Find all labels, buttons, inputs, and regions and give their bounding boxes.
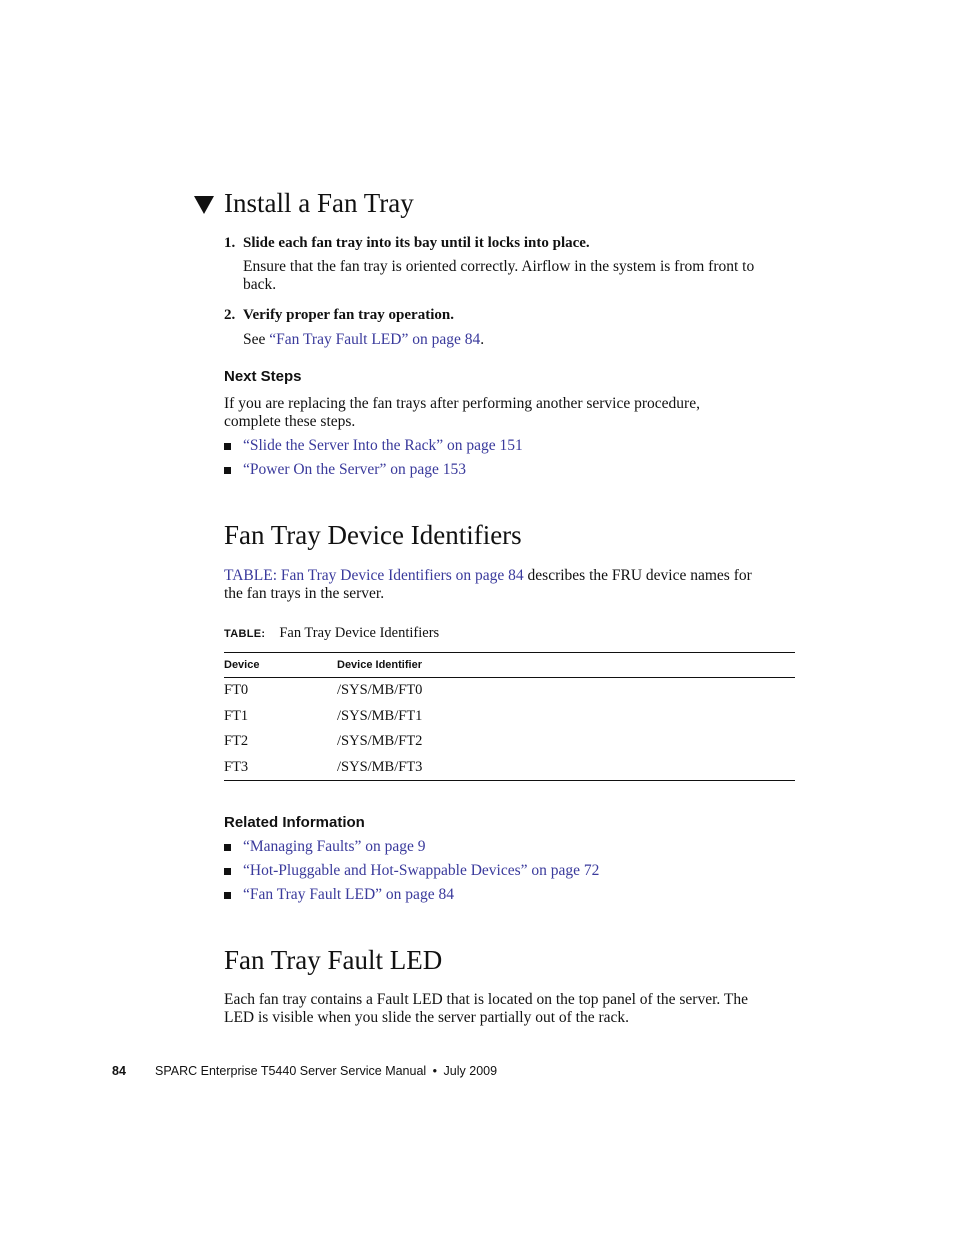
table-cell-identifier: /SYS/MB/FT1: [337, 708, 423, 724]
bullet-icon: [224, 467, 231, 474]
see-suffix: .: [480, 331, 485, 348]
identifiers-intro-line1: [224, 567, 752, 585]
link-table-fan-tray-ids[interactable]: TABLE: Fan Tray Device Identifiers on page 84: [224, 567, 524, 584]
table-cell-device: FT1: [224, 708, 249, 724]
link-power-on-server[interactable]: “Power On the Server” on page 153: [243, 461, 466, 478]
procedure-triangle-icon: [194, 196, 214, 214]
section-title-identifiers: Fan Tray Device Identifiers: [224, 520, 522, 550]
related-info-heading: Related Information: [224, 814, 365, 831]
next-steps-intro-line2: complete these steps.: [224, 413, 356, 430]
table-top-rule: [224, 652, 795, 653]
next-steps-intro: [224, 395, 700, 431]
next-steps-heading: Next Steps: [224, 368, 302, 385]
footer-date: July 2009: [443, 1064, 498, 1078]
identifiers-intro-rest: describes the FRU device names for: [523, 567, 752, 584]
fault-led-body: [224, 991, 748, 1027]
step-2-number: 2.: [224, 307, 236, 323]
table-cell-identifier: /SYS/MB/FT3: [337, 759, 423, 775]
table-bottom-rule: [224, 780, 795, 781]
link-hot-pluggable-devices[interactable]: “Hot-Pluggable and Hot-Swappable Devices” on page 72: [243, 862, 600, 879]
fault-led-body-line2: LED is visible when you slide the server partially out of the rack.: [224, 1009, 630, 1026]
see-prefix: See: [243, 331, 270, 348]
link-managing-faults[interactable]: “Managing Faults” on page 9: [243, 838, 426, 855]
table-header-identifier: Device Identifier: [337, 659, 422, 671]
table-caption-title: Fan Tray Device Identifiers: [279, 625, 440, 641]
step-1-body: [243, 258, 754, 294]
next-steps-intro-line1: If you are replacing the fan trays after performing another service procedure,: [224, 395, 700, 412]
section-title-install: Install a Fan Tray: [224, 188, 414, 218]
step-1-text: Slide each fan tray into its bay until it locks into place.: [243, 235, 590, 251]
fault-led-body-line1: Each fan tray contains a Fault LED that is located on the top panel of the server. The: [224, 991, 748, 1008]
table-cell-device: FT2: [224, 733, 249, 749]
link-fan-tray-fault-led-2[interactable]: “Fan Tray Fault LED” on page 84: [243, 886, 454, 903]
footer-page-number: 84: [112, 1064, 126, 1078]
table-header-device: Device: [224, 659, 260, 671]
bullet-icon: [224, 443, 231, 450]
step-1-body-line1: Ensure that the fan tray is oriented correctly. Airflow in the system is from front to: [243, 258, 755, 275]
table-caption-label: TABLE:: [224, 628, 266, 640]
table-cell-device: FT3: [224, 759, 249, 775]
step-2-text: Verify proper fan tray operation.: [243, 307, 454, 323]
table-cell-identifier: /SYS/MB/FT2: [337, 733, 423, 749]
table-caption: [224, 624, 439, 642]
identifiers-intro: [224, 567, 752, 603]
link-fan-tray-fault-led[interactable]: “Fan Tray Fault LED” on page 84: [269, 331, 481, 348]
bullet-icon: [224, 844, 231, 851]
footer-text: [155, 1064, 497, 1078]
bullet-icon: [224, 892, 231, 899]
footer-separator: •: [432, 1064, 438, 1078]
table-header-rule: [224, 677, 795, 678]
footer-manual-title: SPARC Enterprise T5440 Server Service Manual: [155, 1064, 427, 1078]
table-cell-identifier: /SYS/MB/FT0: [337, 682, 423, 698]
link-slide-server-into-rack[interactable]: “Slide the Server Into the Rack” on page 151: [243, 437, 523, 454]
section-title-fault-led: Fan Tray Fault LED: [224, 945, 443, 975]
step-1-body-line2: back.: [243, 276, 277, 293]
step-2-see: [243, 331, 484, 349]
identifiers-intro-line2: the fan trays in the server.: [224, 585, 385, 602]
bullet-icon: [224, 868, 231, 875]
step-1-number: 1.: [224, 235, 236, 251]
table-cell-device: FT0: [224, 682, 249, 698]
